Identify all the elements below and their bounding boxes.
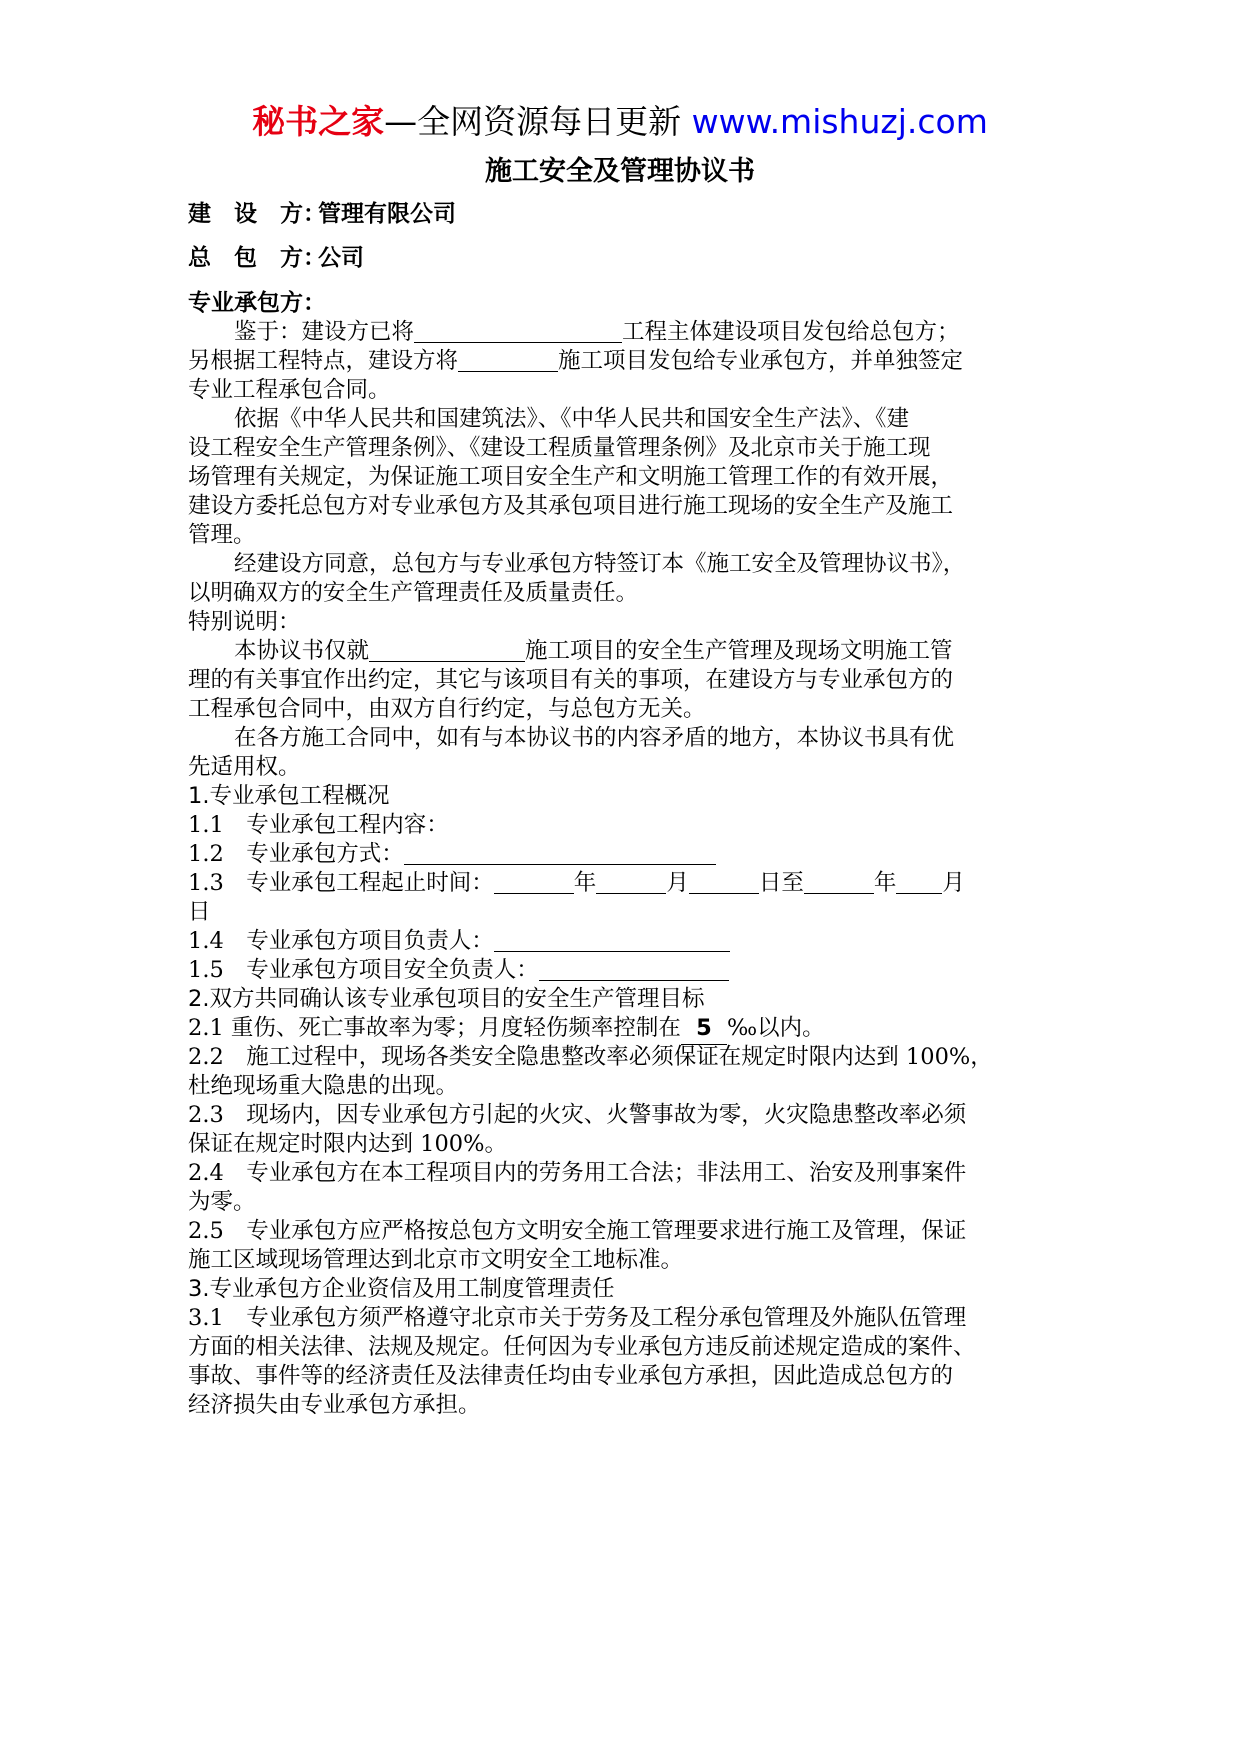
- blank-field[interactable]: [896, 869, 942, 894]
- paragraph-line: [188, 316, 960, 348]
- owner-party-value: 管理有限公司: [318, 201, 456, 227]
- item-3-1-cont: 方面的相关法律、法规及规定。任何因为专业承包方违反前述规定造成的案件、: [188, 1334, 976, 1360]
- text-span: 另根据工程特点，建设方将: [188, 348, 459, 374]
- paragraph-line: [188, 345, 963, 377]
- text-span: 月: [666, 870, 689, 896]
- paragraph-line: 建设方委托总包方对专业承包方及其承包项目进行施工现场的安全生产及施工: [188, 493, 954, 519]
- gc-party-label: 总 包 方：: [188, 245, 326, 271]
- paragraph-line: 场管理有关规定，为保证施工项目安全生产和文明施工管理工作的有效开展，: [188, 464, 954, 490]
- item-1-5: [188, 954, 729, 986]
- text-span: 1.2 专业承包方式：: [188, 841, 404, 867]
- section-heading-1: 1.专业承包工程概况: [188, 783, 390, 809]
- paragraph-line: 管理。: [188, 522, 256, 548]
- item-1-3-cont: 日: [188, 899, 211, 925]
- text-span: 1.4 专业承包方项目负责人：: [188, 928, 494, 954]
- text-span: 施工项目发包给专业承包方，并单独签定: [558, 348, 964, 374]
- item-2-3: 2.3 现场内，因专业承包方引起的火灾、火警事故为零，火灾隐患整改率必须: [188, 1102, 967, 1128]
- item-3-1: 3.1 专业承包方须严格遵守北京市关于劳务及工程分承包管理及外施队伍管理: [188, 1305, 967, 1331]
- blank-field[interactable]: [369, 637, 525, 662]
- text-span: 1.3 专业承包工程起止时间：: [188, 870, 494, 896]
- text-span: 本协议书仅就: [234, 638, 370, 664]
- text-span: 鉴于：建设方已将: [234, 319, 415, 345]
- site-url-link[interactable]: www.mishuzj.com: [691, 102, 988, 141]
- item-2-1: [188, 1012, 825, 1044]
- text-span: 日至: [758, 870, 804, 896]
- site-header: [0, 100, 1240, 144]
- paragraph-line: 经建设方同意，总包方与专业承包方特签订本《施工安全及管理协议书》，: [234, 551, 966, 577]
- paragraph-line: 依据《中华人民共和国建筑法》、《中华人民共和国安全生产法》、《建: [234, 406, 910, 432]
- blank-field[interactable]: [494, 927, 730, 952]
- blank-field[interactable]: [689, 869, 759, 894]
- document-title: 施工安全及管理协议书: [485, 156, 755, 187]
- item-2-5: 2.5 专业承包方应严格按总包方文明安全施工管理要求进行施工及管理，保证: [188, 1218, 967, 1244]
- blank-field[interactable]: [804, 869, 874, 894]
- item-1-2: [188, 838, 716, 870]
- blank-field[interactable]: [539, 956, 729, 981]
- blank-field[interactable]: [458, 347, 558, 372]
- item-3-1-cont: 经济损失由专业承包方承担。: [188, 1392, 481, 1418]
- item-3-1-cont: 事故、事件等的经济责任及法律责任均由专业承包方承担，因此造成总包方的: [188, 1363, 954, 1389]
- injury-rate-value[interactable]: 5: [681, 1012, 727, 1045]
- item-2-4-cont: 为零。: [188, 1189, 256, 1215]
- text-span: 1.5 专业承包方项目安全负责人：: [188, 957, 539, 983]
- section-heading-2: 2.双方共同确认该专业承包项目的安全生产管理目标: [188, 986, 705, 1012]
- text-span: 月: [942, 870, 965, 896]
- paragraph-line: 工程承包合同中，由双方自行约定，与总包方无关。: [188, 696, 706, 722]
- owner-party-label: 建 设 方：: [188, 201, 326, 227]
- gc-party-value: 公司: [318, 245, 364, 271]
- item-2-2: 2.2 施工过程中，现场各类安全隐患整改率必须保证在规定时限内达到 100%，: [188, 1044, 993, 1070]
- text-span: 工程主体建设项目发包给总包方；: [622, 319, 960, 345]
- paragraph-line: [188, 635, 953, 667]
- paragraph-line: 理的有关事宜作出约定，其它与该项目有关的事项，在建设方与专业承包方的: [188, 667, 954, 693]
- owner-party-line: [188, 198, 456, 230]
- paragraph-line: 设工程安全生产管理条例》、《建设工程质量管理条例》及北京市关于施工现: [188, 435, 931, 461]
- blank-field[interactable]: [494, 869, 574, 894]
- paragraph-line: 先适用权。: [188, 754, 301, 780]
- blank-field[interactable]: [404, 840, 716, 865]
- sub-party-label: 专业承包方：: [188, 290, 326, 316]
- blank-field[interactable]: [414, 318, 622, 343]
- text-span: ‰以内。: [726, 1015, 825, 1041]
- item-1-3: [188, 867, 965, 899]
- item-1-1: 1.1 专业承包工程内容：: [188, 812, 449, 838]
- paragraph-line: 以明确双方的安全生产管理责任及质量责任。: [188, 580, 639, 606]
- text-span: 年: [573, 870, 597, 896]
- site-brand: 秘书之家: [252, 102, 385, 141]
- blank-field[interactable]: [596, 869, 666, 894]
- gc-party-line: [188, 242, 364, 274]
- item-2-4: 2.4 专业承包方在本工程项目内的劳务用工合法；非法用工、治安及刑事案件: [188, 1160, 967, 1186]
- paragraph-line: 专业工程承包合同。: [188, 377, 391, 403]
- item-2-5-cont: 施工区域现场管理达到北京市文明安全工地标准。: [188, 1247, 684, 1273]
- item-2-3-cont: 保证在规定时限内达到 100%。: [188, 1131, 507, 1157]
- paragraph-line: 在各方施工合同中，如有与本协议书的内容矛盾的地方，本协议书具有优: [234, 725, 955, 751]
- item-1-4: [188, 925, 730, 957]
- text-span: 年: [873, 870, 897, 896]
- text-span: 2.1 重伤、死亡事故率为零；月度轻伤频率控制在: [188, 1015, 681, 1041]
- text-span: 施工项目的安全生产管理及现场文明施工管: [525, 638, 953, 664]
- section-heading-3: 3.专业承包方企业资信及用工制度管理责任: [188, 1276, 615, 1302]
- site-tagline: —全网资源每日更新: [384, 102, 682, 141]
- special-note-heading: 特别说明：: [188, 609, 301, 635]
- item-2-2-cont: 杜绝现场重大隐患的出现。: [188, 1073, 459, 1099]
